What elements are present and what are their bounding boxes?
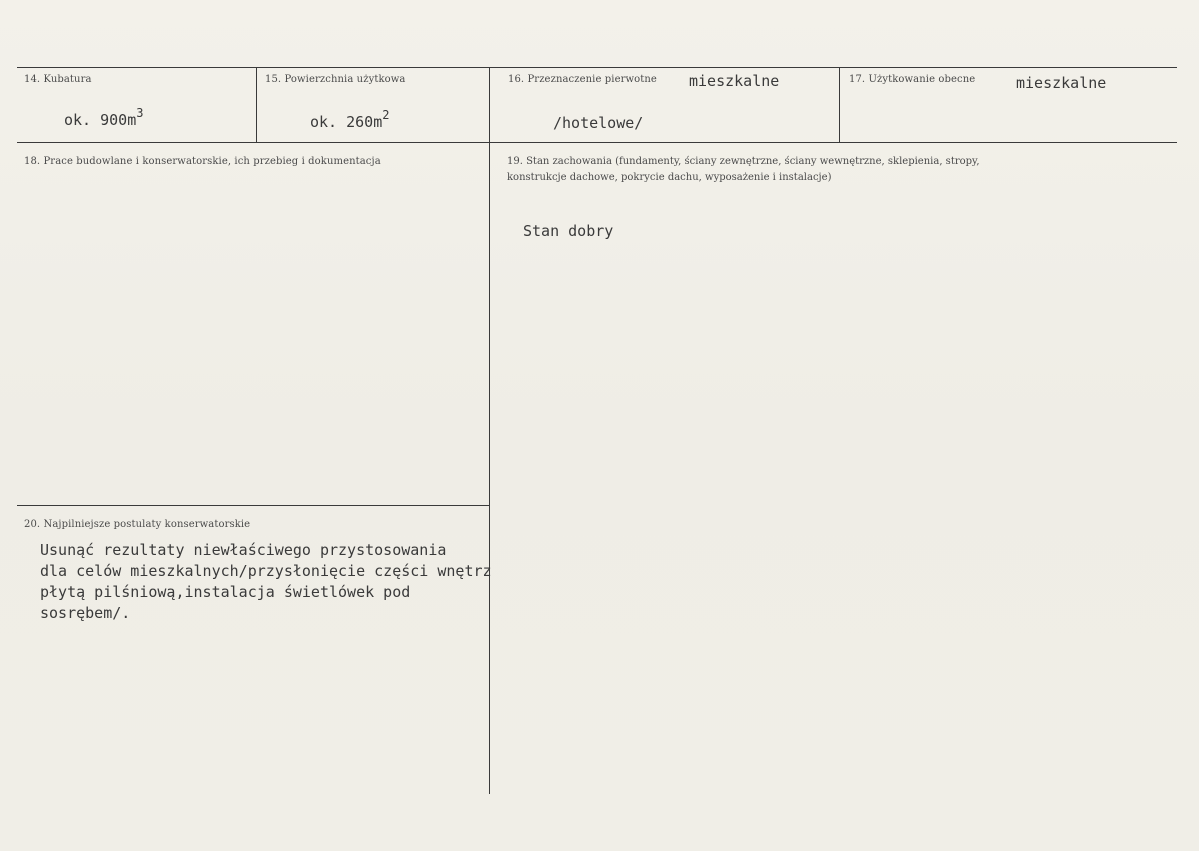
field-18-bottom-rule	[17, 505, 489, 506]
field-15-value	[310, 110, 389, 131]
field-19-label-line2: konstrukcje dachowe, pokrycie dachu, wyposażenie i instalacje)	[507, 172, 832, 183]
divider-main-column	[489, 142, 490, 794]
field-15-label: 15. Powierzchnia użytkowa	[265, 74, 406, 85]
divider-15-16	[489, 67, 490, 142]
field-19-value: Stan dobry	[523, 222, 614, 240]
field-18-label: 18. Prace budowlane i konserwatorskie, ich przebieg i dokumentacja	[24, 156, 381, 167]
field-20-label: 20. Najpilniejsze postulaty konserwatorskie	[24, 519, 251, 530]
field-16-label: 16. Przeznaczenie pierwotne	[508, 74, 657, 85]
header-row-bottom-rule	[17, 142, 1177, 143]
field-16-value-line1: mieszkalne	[689, 72, 780, 90]
field-17-label: 17. Użytkowanie obecne	[849, 74, 976, 85]
field-20-line-2: dla celów mieszkalnych/przysłonięcie części wnętrz	[40, 562, 492, 580]
field-14-value	[64, 108, 143, 129]
field-14-value-text: ok. 900m	[64, 111, 137, 129]
field-20-line-3: płytą pilśniową,instalacja świetlówek pod	[40, 583, 411, 601]
field-16-value-line2: /hotelowe/	[553, 114, 644, 132]
field-20-line-1: Usunąć rezultaty niewłaściwego przystosowania	[40, 541, 447, 559]
field-15-value-sup: 2	[382, 108, 390, 122]
field-20-line-4: sosrębem/.	[40, 604, 131, 622]
divider-16-17	[839, 67, 840, 142]
divider-14-15	[256, 67, 257, 142]
field-19-label-line1: 19. Stan zachowania (fundamenty, ściany zewnętrzne, ściany wewnętrzne, sklepienia, stropy,	[507, 156, 980, 167]
top-rule	[17, 67, 1177, 68]
field-15-value-text: ok. 260m	[310, 113, 383, 131]
field-17-value: mieszkalne	[1016, 74, 1107, 92]
field-14-value-sup: 3	[136, 106, 144, 120]
field-14-label: 14. Kubatura	[24, 74, 92, 85]
